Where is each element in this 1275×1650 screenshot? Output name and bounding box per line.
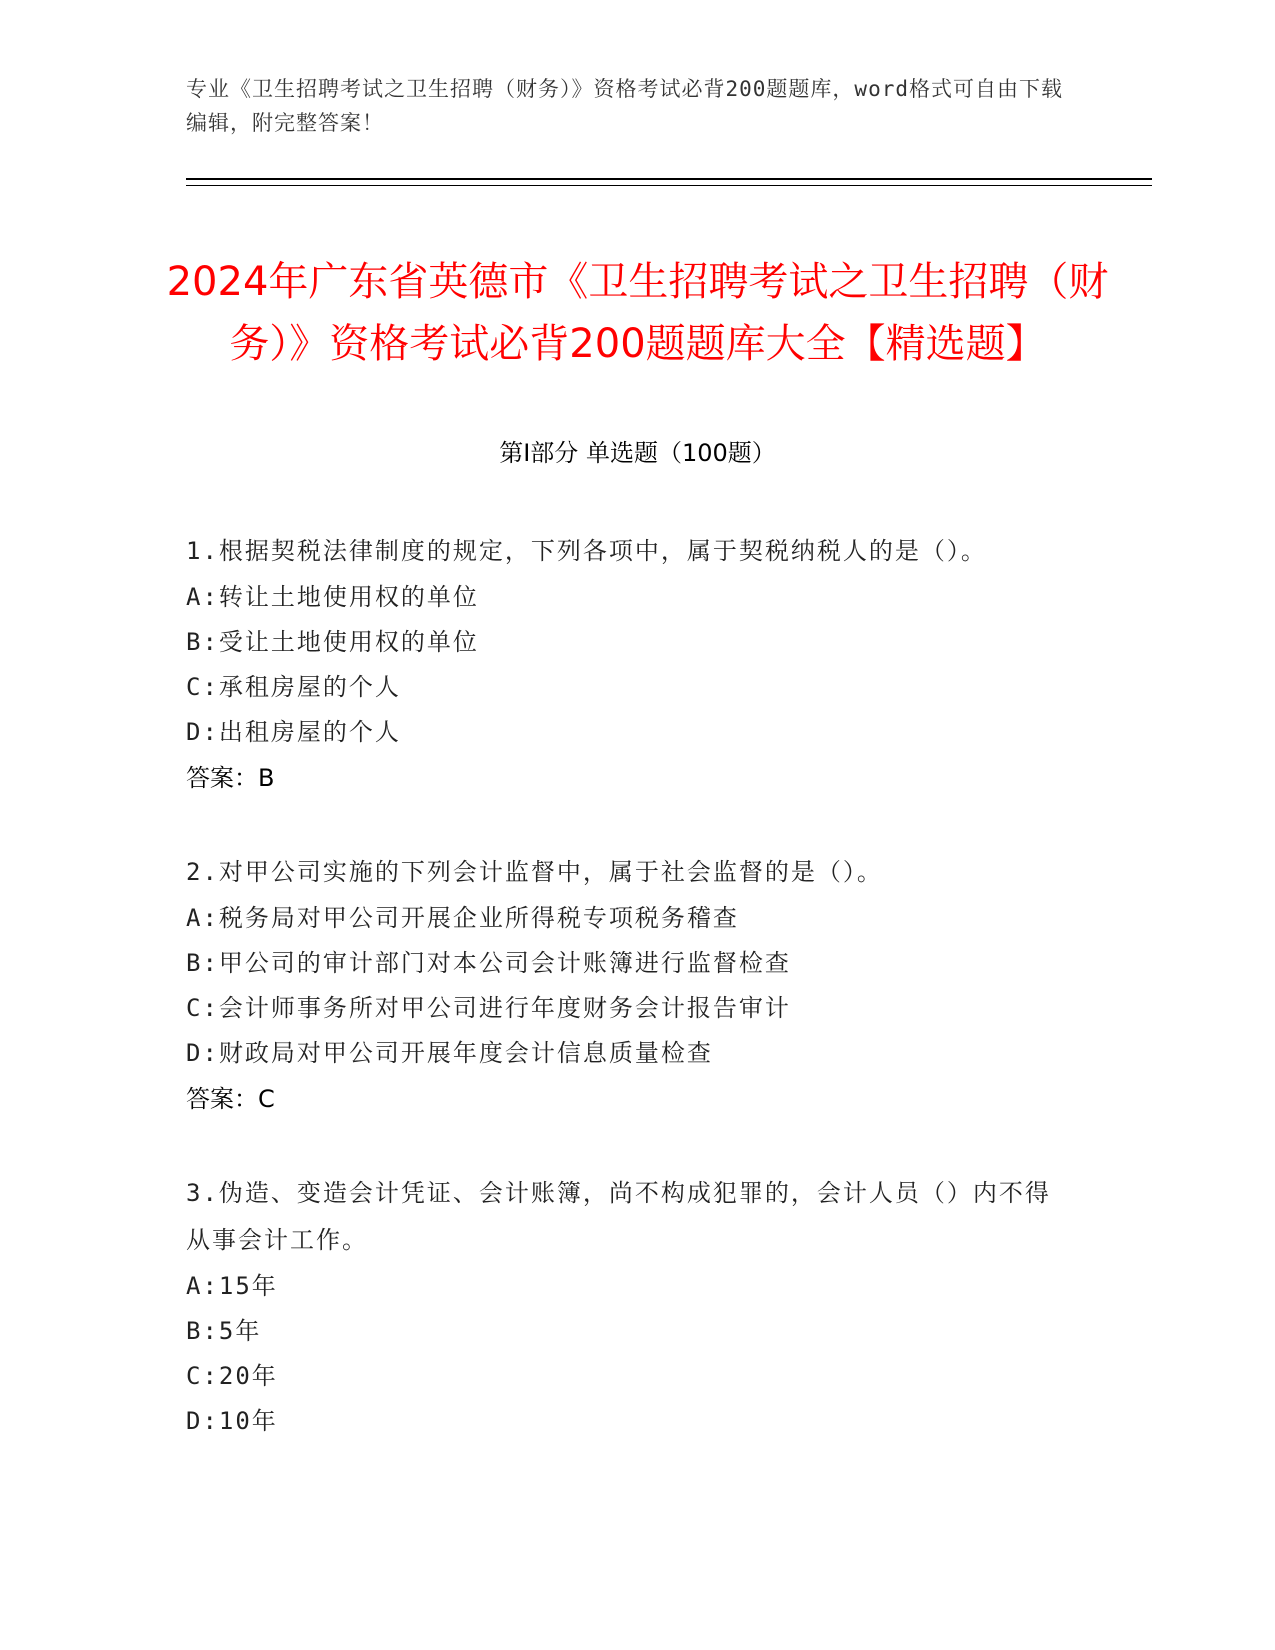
- question-3: [186, 1170, 1076, 1444]
- section-heading: 第I部分 单选题（100题）: [499, 439, 776, 467]
- answer: 答案：B: [186, 764, 275, 792]
- question-stem: 3.伪造、变造会计凭证、会计账簿，尚不构成犯罪的，会计人员（）内不得从事会计工作。: [186, 1179, 1051, 1254]
- option-d: D:10年: [186, 1407, 278, 1435]
- question-list: [186, 528, 1076, 1492]
- option-a: A:15年: [186, 1272, 278, 1300]
- header-divider-thick: [186, 178, 1152, 180]
- header-divider-thin: [186, 185, 1152, 186]
- option-a: A:转让土地使用权的单位: [186, 583, 479, 611]
- option-c: C:会计师事务所对甲公司进行年度财务会计报告审计: [186, 994, 791, 1022]
- question-stem: 2.对甲公司实施的下列会计监督中，属于社会监督的是（）。: [186, 858, 883, 886]
- option-c: C:承租房屋的个人: [186, 673, 401, 701]
- question-stem: 1.根据契税法律制度的规定，下列各项中，属于契税纳税人的是（）。: [186, 537, 987, 565]
- question-1: [186, 528, 1076, 801]
- document-title: 2024年广东省英德市《卫生招聘考试之卫生招聘（财务）》资格考试必背200题题库大全【精选题】: [166, 258, 1109, 367]
- header-note: 专业《卫生招聘考试之卫生招聘（财务）》资格考试必背200题题库，word格式可自由下载编辑，附完整答案！: [186, 77, 1063, 135]
- option-b: B:受让土地使用权的单位: [186, 628, 479, 656]
- option-b: B:5年: [186, 1317, 262, 1345]
- option-b: B:甲公司的审计部门对本公司会计账簿进行监督检查: [186, 949, 791, 977]
- option-d: D:出租房屋的个人: [186, 718, 401, 746]
- question-2: [186, 849, 1076, 1122]
- answer: 答案：C: [186, 1085, 275, 1113]
- option-c: C:20年: [186, 1362, 278, 1390]
- option-a: A:税务局对甲公司开展企业所得税专项税务稽查: [186, 904, 739, 932]
- option-d: D:财政局对甲公司开展年度会计信息质量检查: [186, 1039, 713, 1067]
